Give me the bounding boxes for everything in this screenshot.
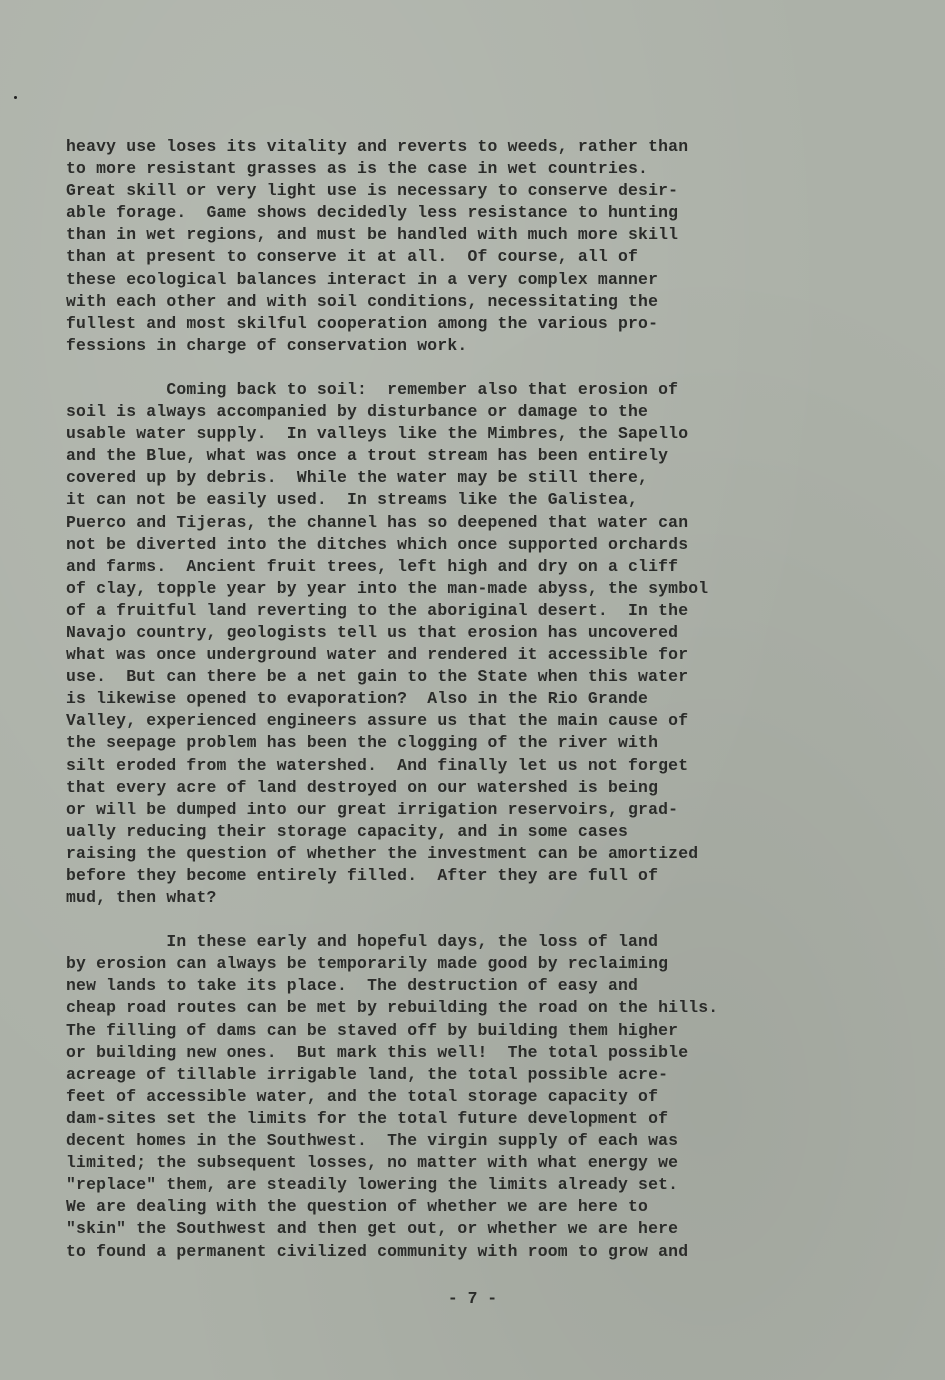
text-line: before they become entirely filled. After they are full of (66, 866, 659, 885)
text-line: is likewise opened to evaporation? Also in the Rio Grande (66, 689, 649, 709)
text-line: Valley, experienced engineers assure us that the main cause of (66, 711, 689, 731)
text-line: not be diverted into the ditches which once supported orchards (66, 534, 689, 554)
text-line: these ecological balances interact in a very complex manner (66, 269, 659, 289)
text-line: and farms. Ancient fruit trees, left high and dry on a cliff (66, 556, 679, 576)
text-line: covered up by debris. While the water may be still there, (66, 468, 649, 488)
text-line: soil is always accompanied by disturbance or damage to the (66, 402, 649, 422)
text-line: to more resistant grasses as is the case in wet countries. (66, 159, 649, 179)
text-line: or building new ones. But mark this well! The total possible (66, 1042, 689, 1062)
text-line: able forage. Game shows decidedly less resistance to hunting (66, 203, 679, 223)
text-line: or will be dumped into our great irrigation reservoirs, grad- (66, 799, 679, 819)
text-line: fessions in charge of conservation work. (66, 335, 468, 355)
text-line: Great skill or very light use is necessary to conserve desir- (66, 181, 679, 201)
text-line: new lands to take its place. The destruction of easy and (66, 976, 639, 996)
paragraph (66, 379, 786, 909)
text-line: Coming back to soil: remember also that erosion of (66, 379, 679, 399)
text-line: cheap road routes can be met by rebuilding the road on the hills. (66, 998, 719, 1018)
text-line: than at present to conserve it at all. Of course, all of (66, 247, 639, 267)
paragraph (66, 931, 786, 1262)
typewritten-text (66, 136, 786, 1263)
text-line: usable water supply. In valleys like the Mimbres, the Sapello (66, 424, 689, 444)
page-number: - 7 - (447, 1289, 498, 1308)
text-line: with each other and with soil conditions, necessitating the (66, 291, 659, 311)
text-line: the seepage problem has been the clogging of the river with (66, 733, 659, 753)
text-line: fullest and most skilful cooperation among the various pro- (66, 313, 659, 333)
text-line: silt eroded from the watershed. And finally let us not forget (66, 755, 689, 775)
text-line: acreage of tillable irrigable land, the total possible acre- (66, 1064, 669, 1084)
text-line: and the Blue, what was once a trout stream has been entirely (66, 446, 669, 466)
text-line: limited; the subsequent losses, no matter with what energy we (66, 1153, 679, 1173)
text-line: by erosion can always be temporarily made good by reclaiming (66, 954, 669, 974)
text-line: heavy use loses its vitality and reverts to weeds, rather than (66, 137, 689, 156)
text-line: feet of accessible water, and the total storage capacity of (66, 1086, 659, 1106)
text-line: dam-sites set the limits for the total future development of (66, 1108, 669, 1128)
text-line: what was once underground water and rendered it accessible for (66, 645, 689, 665)
text-line: Puerco and Tijeras, the channel has so deepened that water can (66, 512, 689, 532)
text-line: that every acre of land destroyed on our watershed is being (66, 777, 659, 797)
text-line: decent homes in the Southwest. The virgin supply of each was (66, 1131, 679, 1151)
text-line: ually reducing their storage capacity, and in some cases (66, 821, 629, 841)
text-line: raising the question of whether the investment can be amortized (66, 843, 699, 863)
text-line: In these early and hopeful days, the loss of land (66, 932, 659, 952)
text-line: to found a permanent civilized community with room to grow and (66, 1241, 689, 1261)
ink-speck (14, 96, 17, 99)
text-line: The filling of dams can be staved off by building them higher (66, 1020, 679, 1040)
text-line: "skin" the Southwest and then get out, or whether we are here (66, 1219, 679, 1239)
text-line: of a fruitful land reverting to the aboriginal desert. In the (66, 600, 689, 620)
text-line: "replace" them, are steadily lowering the limits already set. (66, 1175, 679, 1195)
text-line: use. But can there be a net gain to the State when this water (66, 667, 689, 687)
text-line: mud, then what? (66, 888, 217, 908)
text-line: We are dealing with the question of whether we are here to (66, 1197, 649, 1217)
text-line: it can not be easily used. In streams like the Galistea, (66, 490, 639, 510)
paragraph (66, 136, 786, 357)
text-line: than in wet regions, and must be handled with much more skill (66, 225, 679, 245)
text-line: Navajo country, geologists tell us that erosion has uncovered (66, 622, 679, 642)
text-line: of clay, topple year by year into the man-made abyss, the symbol (66, 578, 709, 598)
